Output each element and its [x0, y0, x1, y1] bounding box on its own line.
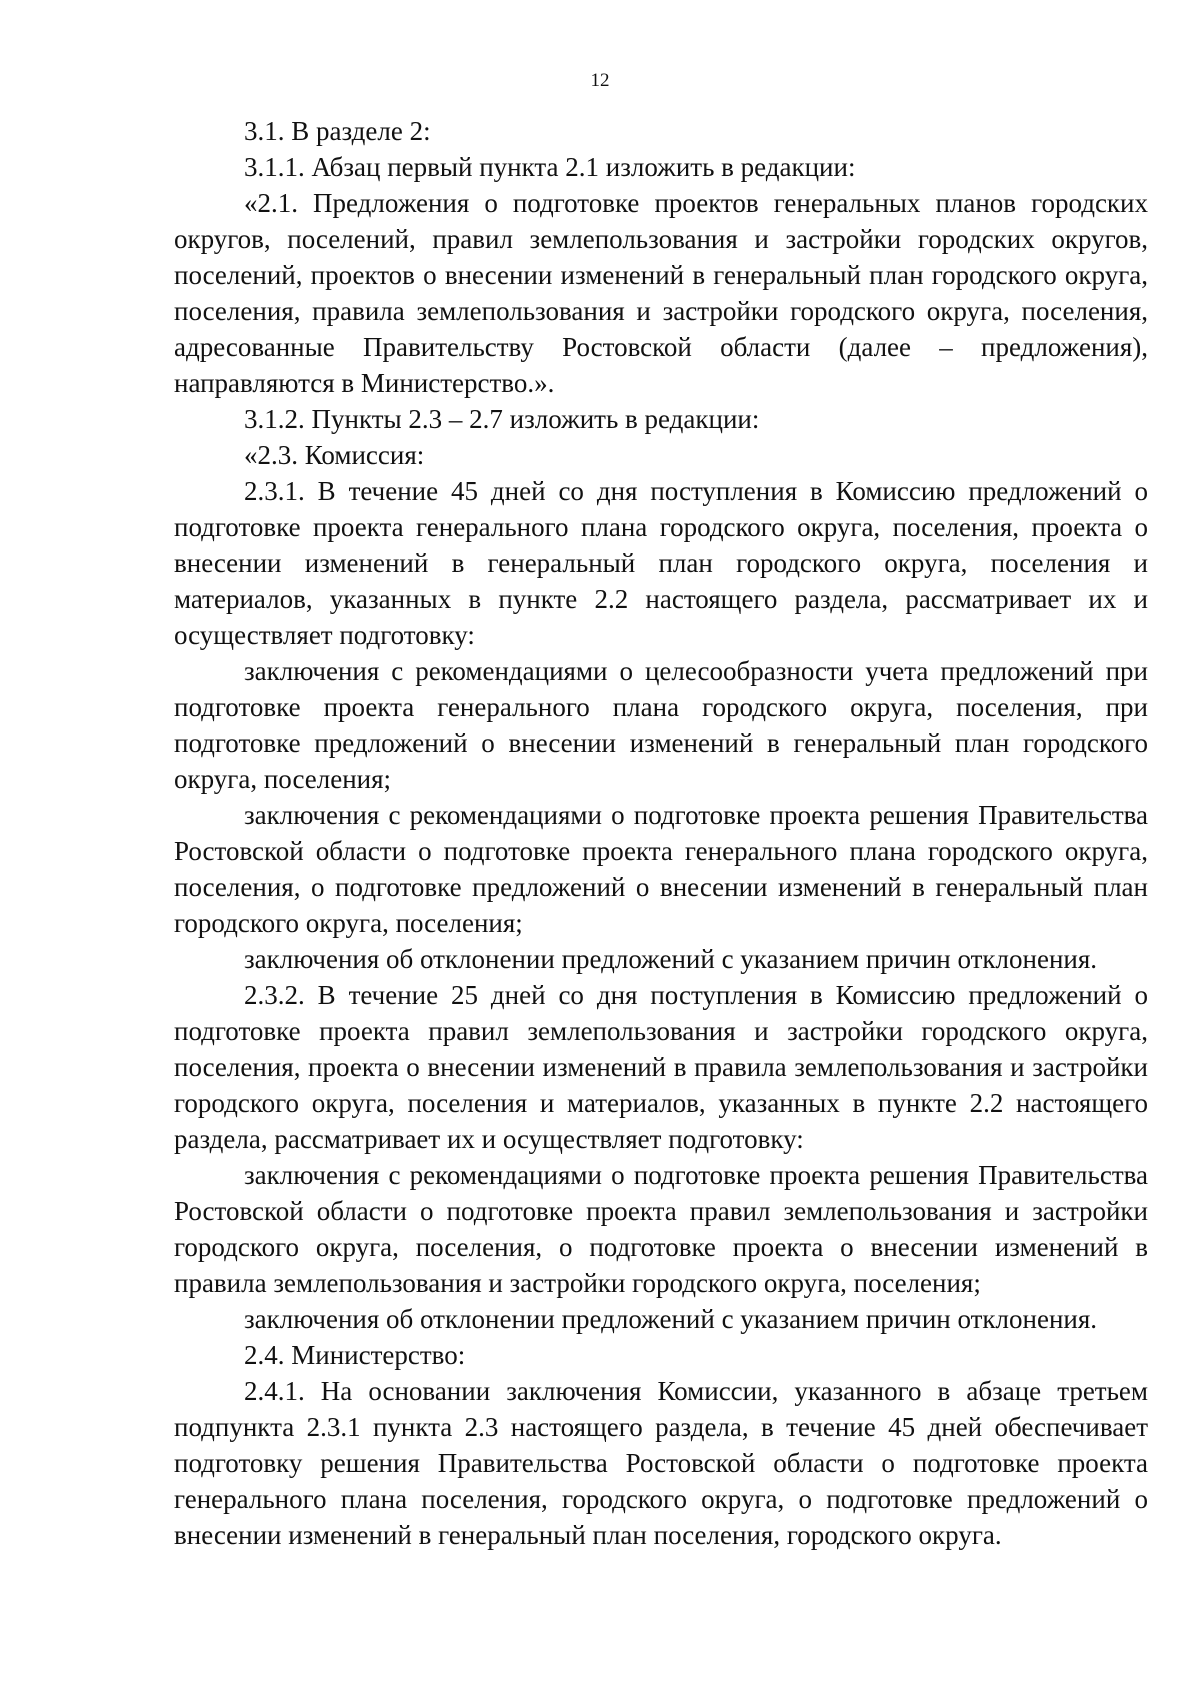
paragraph-list-item: заключения с рекомендациями о целесообразности учета предложений при подготовке проекта генерального плана городского округа, поселения, при подготовке предложений о внесении изменений в генеральный план городского округа, поселения;	[174, 656, 1148, 794]
paragraph-section-3-1-2: 3.1.2. Пункты 2.3 – 2.7 изложить в редакции:	[244, 404, 760, 434]
paragraph-clause-2-3: «2.3. Комиссия:	[244, 440, 425, 470]
page-number: 12	[590, 70, 610, 91]
document-body	[174, 113, 1148, 1553]
paragraph-list-item: заключения с рекомендациями о подготовке проекта решения Правительства Ростовской области о подготовке проекта генерального плана городского округа, поселения, о подготовке предложений о внесении изменений в генеральный план городского округа, поселения;	[174, 800, 1148, 938]
paragraph-section-3-1-1: 3.1.1. Абзац первый пункта 2.1 изложить в редакции:	[244, 152, 856, 182]
paragraph-clause-2-3-1: 2.3.1. В течение 45 дней со дня поступления в Комиссию предложений о подготовке проекта генерального плана городского округа, поселения, проекта о внесении изменений в генеральный план городского округа, поселения и материалов, указанных в пункте 2.2 настоящего раздела, рассматривает их и осуществляет подготовку:	[174, 476, 1148, 650]
paragraph-section-3-1: 3.1. В разделе 2:	[244, 116, 431, 146]
paragraph-clause-2-4: 2.4. Министерство:	[244, 1340, 466, 1370]
paragraph-clause-2-1: «2.1. Предложения о подготовке проектов генеральных планов городских округов, поселений, правил землепользования и застройки городских округов, поселений, проектов о внесении изменений в генеральный план городского округа, поселения, правила землепользования и застройки городского округа, поселения, адресованные Правительству Ростовской области (далее – предложения), направляются в Министерство.».	[174, 188, 1148, 398]
paragraph-list-item: заключения об отклонении предложений с указанием причин отклонения.	[244, 944, 1098, 974]
paragraph-list-item: заключения с рекомендациями о подготовке проекта решения Правительства Ростовской области о подготовке проекта правил землепользования и застройки городского округа, поселения, о подготовке проекта о внесении изменений в правила землепользования и застройки городского округа, поселения;	[174, 1160, 1148, 1298]
paragraph-clause-2-3-2: 2.3.2. В течение 25 дней со дня поступления в Комиссию предложений о подготовке проекта правил землепользования и застройки городского округа, поселения, проекта о внесении изменений в правила землепользования и застройки городского округа, поселения и материалов, указанных в пункте 2.2 настоящего раздела, рассматривает их и осуществляет подготовку:	[174, 980, 1148, 1154]
paragraph-list-item: заключения об отклонении предложений с указанием причин отклонения.	[244, 1304, 1098, 1334]
paragraph-clause-2-4-1: 2.4.1. На основании заключения Комиссии, указанного в абзаце третьем подпункта 2.3.1 пункта 2.3 настоящего раздела, в течение 45 дней обеспечивает подготовку решения Правительства Ростовской области о подготовке проекта генерального плана поселения, городского округа, о подготовке предложений о внесении изменений в генеральный план поселения, городского округа.	[174, 1376, 1148, 1550]
